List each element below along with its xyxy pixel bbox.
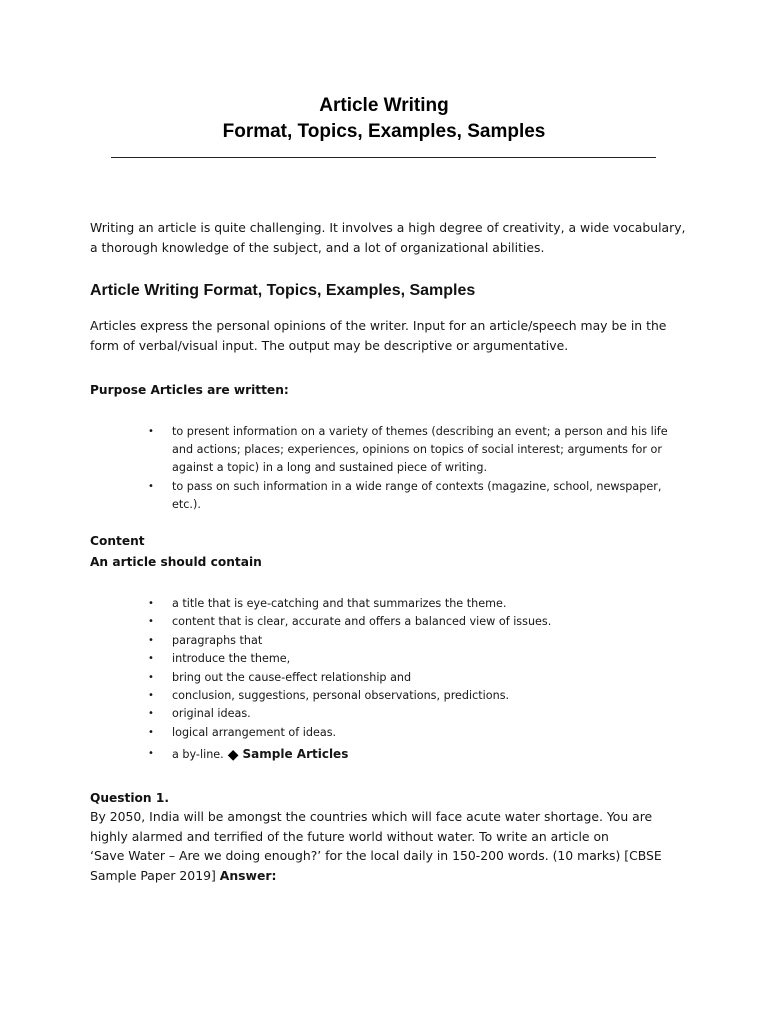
list-item: • content that is clear, accurate and offers a balanced view of issues. bbox=[148, 613, 678, 631]
intro-line-1: Writing an article is quite challenging. It involves a high degree of creativity, a wide vocabulary, bbox=[90, 220, 686, 235]
description-paragraph bbox=[90, 316, 690, 355]
bullet-icon: • bbox=[148, 653, 154, 665]
document-subtitle: Format, Topics, Examples, Samples bbox=[222, 121, 546, 142]
bullet-icon: • bbox=[148, 690, 154, 702]
question-label: Question 1. bbox=[90, 791, 169, 805]
question-text: By 2050, India will be amongst the countries which will face acute water shortage. You are highly alarmed and terrified of the future world without water. To write an article on ‘Save Water – Are we doing enough?’ for the local daily in 150-200 words. (10 marks) [CBSE Sample Paper 2019] Answer: bbox=[90, 809, 662, 883]
content-label: Content bbox=[90, 534, 145, 548]
bullet-icon: • bbox=[148, 708, 154, 720]
list-item: • to present information on a variety of themes (describing an event; a person and his life and actions; places; experiences, opinions on topics of social interest; arguments for or against a topic) in a long and sustained piece of writing. bbox=[148, 425, 668, 474]
list-item: • paragraphs that bbox=[148, 632, 678, 650]
bullet-icon: • bbox=[148, 726, 154, 738]
diamond-icon: ◆ bbox=[227, 747, 239, 764]
list-item: • introduce the theme, bbox=[148, 650, 678, 668]
description-line-2: form of verbal/visual input. The output may be descriptive or argumentative. bbox=[90, 337, 569, 353]
bullet-icon: • bbox=[148, 671, 154, 683]
bullet-icon: • bbox=[148, 634, 154, 646]
bullet-icon: • bbox=[148, 598, 154, 609]
intro-line-2: a thorough knowledge of the subject, and a lot of organizational abilities. bbox=[90, 239, 545, 255]
content-sub-label: An article should contain bbox=[90, 555, 262, 569]
bullet-icon: • bbox=[148, 481, 154, 492]
content-list bbox=[148, 595, 678, 765]
list-item: • a title that is eye-catching and that summarizes the theme. bbox=[148, 595, 678, 613]
bullet-icon: • bbox=[148, 616, 154, 628]
purpose-list bbox=[148, 423, 678, 515]
section-heading: Article Writing Format, Topics, Examples, Samples bbox=[90, 282, 476, 299]
document-title: Article Writing bbox=[319, 95, 449, 116]
list-item: • conclusion, suggestions, personal observations, predictions. bbox=[148, 687, 678, 705]
purpose-label: Purpose Articles are written: bbox=[90, 383, 289, 397]
list-item: • logical arrangement of ideas. bbox=[148, 724, 678, 742]
list-item: • to pass on such information in a wide range of contexts (magazine, school, newspaper, etc.). bbox=[148, 480, 662, 511]
intro-paragraph bbox=[90, 218, 690, 257]
bullet-icon: • bbox=[148, 426, 154, 437]
list-item: • a by-line. ◆ Sample Articles bbox=[148, 747, 349, 764]
description-line-1: Articles express the personal opinions of the writer. Input for an article/speech may be in the bbox=[90, 318, 667, 333]
title-divider bbox=[111, 157, 656, 158]
list-item: • bring out the cause-effect relationship and bbox=[148, 669, 678, 687]
sample-articles-label: Sample Articles bbox=[242, 747, 349, 762]
answer-label: Answer: bbox=[219, 867, 277, 883]
list-item: • original ideas. bbox=[148, 705, 678, 723]
bullet-icon: • bbox=[148, 748, 154, 760]
